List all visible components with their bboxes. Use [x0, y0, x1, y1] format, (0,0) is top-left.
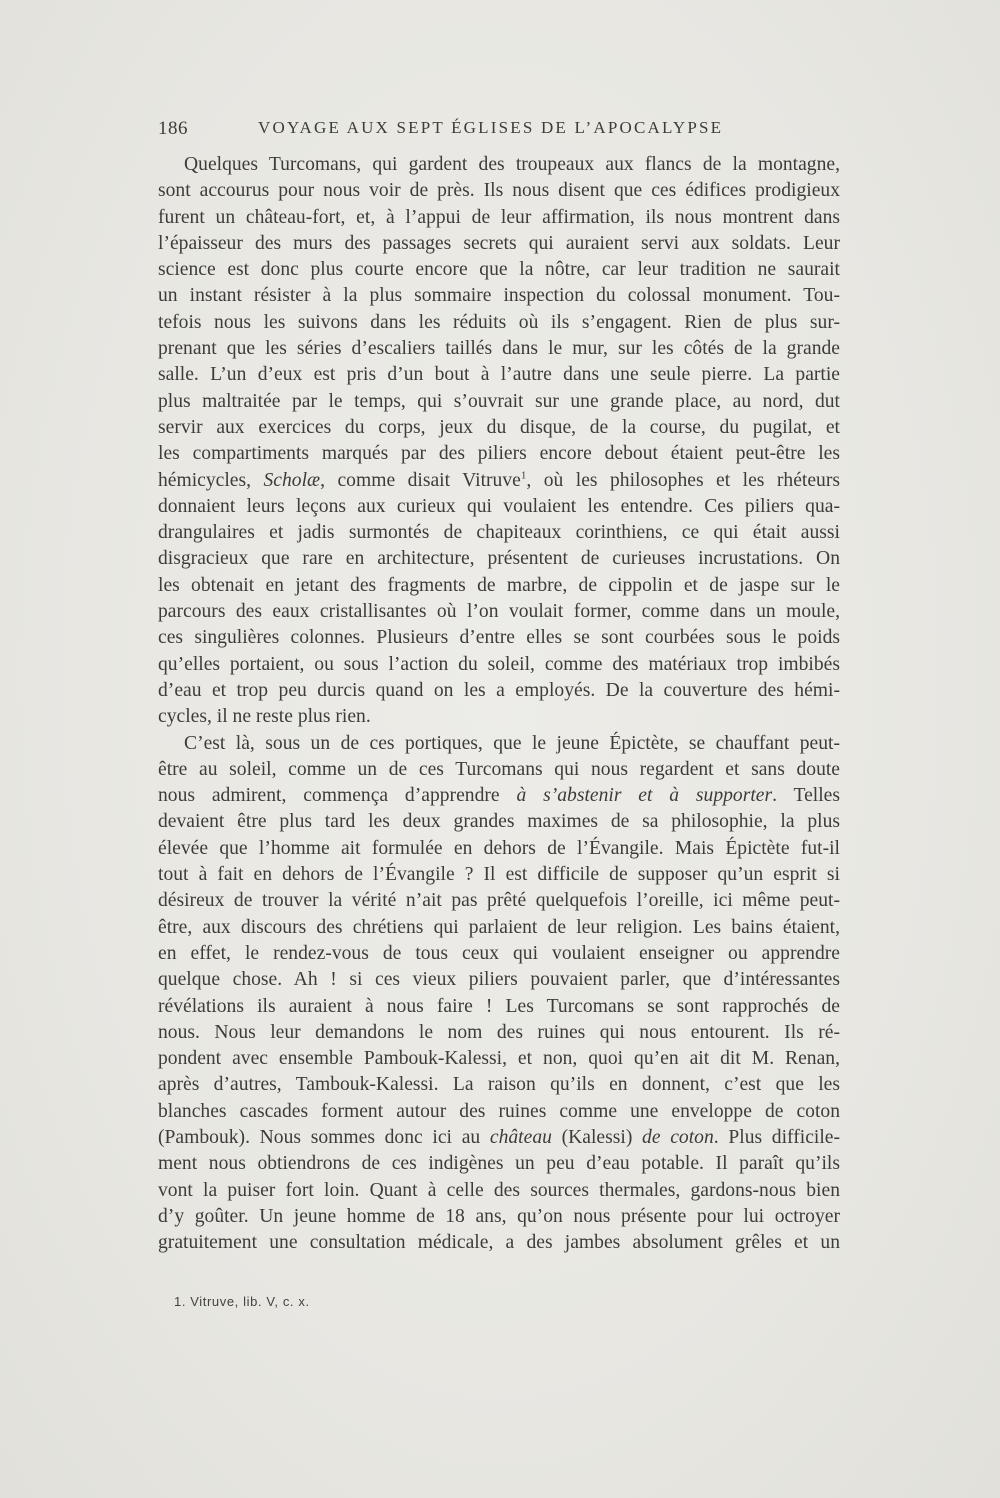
- text-line: [158, 468, 840, 494]
- paragraph-2: [158, 731, 840, 1257]
- text-line: [158, 783, 840, 809]
- text-line: blanches cascades forment autour des ruines comme une enveloppe de coton: [158, 1100, 840, 1122]
- text-line: ces singulières colonnes. Plusieurs d’entre elles se sont courbées sous le poids: [158, 627, 840, 649]
- text-line: sont accourus pour nous voir de près. Ils nous disent que ces édifices prodigieux: [158, 180, 840, 202]
- text-line: disgracieux que rare en architecture, présentent de curieuses incrustations. On: [158, 548, 840, 570]
- paragraph-1: [158, 152, 840, 731]
- text-segment: . Plus difficile-: [713, 1126, 840, 1148]
- text-segment: . Telles: [772, 785, 840, 807]
- text-line: les compartiments marqués par des piliers encore debout étaient peut-être les: [158, 443, 840, 465]
- text-line: C’est là, sous un de ces portiques, que le jeune Épictète, se chauffant peut-: [184, 732, 840, 754]
- text-segment: (Kalessi): [551, 1126, 643, 1148]
- italic-phrase: à s’abstenir et à supporter: [516, 785, 773, 807]
- text-line: prenant que les séries d’escaliers taillés dans le mur, sur les côtés de la grande: [158, 338, 840, 360]
- running-title: VOYAGE AUX SEPT ÉGLISES DE L’APOCALYPSE: [258, 118, 724, 137]
- text-line: devaient être plus tard les deux grandes maximes de sa philosophie, la plus: [158, 811, 840, 833]
- text-line: un instant résister à la plus sommaire inspection du colossal monument. Tou-: [158, 285, 840, 307]
- page-number: 186: [158, 118, 188, 139]
- text-line: donnaient leurs leçons aux curieux qui voulaient les entendre. Ces piliers qua-: [158, 495, 840, 517]
- text-segment: hémicycles,: [158, 469, 264, 491]
- text-line: salle. L’un d’eux est pris d’un bout à l’autre dans une seule pierre. La partie: [158, 364, 840, 386]
- text-segment: , où les philosophes et les rhéteurs: [526, 469, 840, 491]
- text-line: être, aux discours des chrétiens qui parlaient de leur religion. Les bains étaient,: [158, 916, 840, 938]
- text-line: servir aux exercices du corps, jeux du disque, de la course, du pugilat, et: [158, 416, 840, 438]
- text-segment: (Pambouk). Nous sommes donc ici au: [158, 1126, 490, 1148]
- running-head: [158, 116, 840, 146]
- text-line: être au soleil, comme un de ces Turcomans qui nous regardent et sans doute: [158, 758, 840, 780]
- body-text: [158, 152, 840, 1256]
- text-line: ment nous obtiendrons de ces indigènes un peu d’eau potable. Il paraît qu’ils: [158, 1153, 840, 1175]
- text-line: vont la puiser fort loin. Quant à celle des sources thermales, gardons-nous bien: [158, 1179, 840, 1201]
- text-line: les obtenait en jetant des fragments de marbre, de cippolin et de jaspe sur le: [158, 574, 840, 596]
- text-line: l’épaisseur des murs des passages secrets qui auraient servi aux soldats. Leur: [158, 232, 840, 254]
- text-line: gratuitement une consultation médicale, a des jambes absolument grêles et un: [158, 1232, 840, 1254]
- text-line: après d’autres, Tambouk-Kalessi. La raison qu’ils en donnent, c’est que les: [158, 1074, 840, 1096]
- text-line: d’y goûter. Un jeune homme de 18 ans, qu’on nous présente pour lui octroyer: [158, 1205, 840, 1227]
- text-segment: , comme disait Vitruve: [320, 469, 521, 491]
- text-line: science est donc plus courte encore que la nôtre, car leur tradition ne saurait: [158, 259, 840, 281]
- text-line: tout à fait en dehors de l’Évangile ? Il est difficile de supposer qu’un esprit si: [158, 864, 840, 886]
- text-line: drangulaires et jadis surmontés de chapiteaux corinthiens, ce qui était aussi: [158, 522, 840, 544]
- text-line: Quelques Turcomans, qui gardent des troupeaux aux flancs de la montagne,: [184, 154, 840, 175]
- footnote-reference[interactable]: 1: [520, 469, 527, 482]
- text-line: parcours des eaux cristallisantes où l’on voulait former, comme dans un moule,: [158, 601, 840, 623]
- text-line: élevée que l’homme ait formulée en dehors de l’Évangile. Mais Épictète fut-il: [158, 837, 840, 859]
- text-line: quelque chose. Ah ! si ces vieux piliers pouvaient parler, que d’intéressantes: [158, 969, 840, 991]
- text-line: [158, 1125, 840, 1151]
- italic-term: de coton: [642, 1126, 714, 1148]
- text-line: d’eau et trop peu durcis quand on les a employés. De la couverture des hémi-: [158, 679, 840, 701]
- text-line: nous. Nous leur demandons le nom des ruines qui nous entourent. Ils ré-: [158, 1021, 840, 1043]
- text-line: désireux de trouver la vérité n’ait pas prêté quelquefois l’oreille, ici même peut-: [158, 890, 840, 912]
- text-line: en effet, le rendez-vous de tous ceux qui voulaient enseigner ou apprendre: [158, 942, 840, 964]
- text-line: tefois nous les suivons dans les réduits où ils s’engagent. Rien de plus sur-: [158, 311, 840, 333]
- text-line: cycles, il ne reste plus rien.: [158, 706, 371, 728]
- footnote: 1. Vitruve, lib. V, c. x.: [174, 1294, 310, 1309]
- text-line: plus maltraitée par le temps, qui s’ouvrait sur une grande place, au nord, dut: [158, 390, 840, 412]
- italic-term: Scholæ: [263, 469, 321, 491]
- text-line: furent un château-fort, et, à l’appui de leur affirmation, ils nous montrent dans: [158, 206, 840, 228]
- text-line: pondent avec ensemble Pambouk-Kalessi, et non, quoi qu’en ait dit M. Renan,: [158, 1048, 840, 1070]
- text-line: révélations ils auraient à nous faire ! Les Turcomans se sont rapprochés de: [158, 995, 840, 1017]
- text-line: qu’elles portaient, ou sous l’action du soleil, comme des matériaux trop imbibés: [158, 653, 840, 675]
- text-segment: nous admirent, commença d’apprendre: [158, 785, 517, 807]
- italic-term: château: [489, 1126, 552, 1148]
